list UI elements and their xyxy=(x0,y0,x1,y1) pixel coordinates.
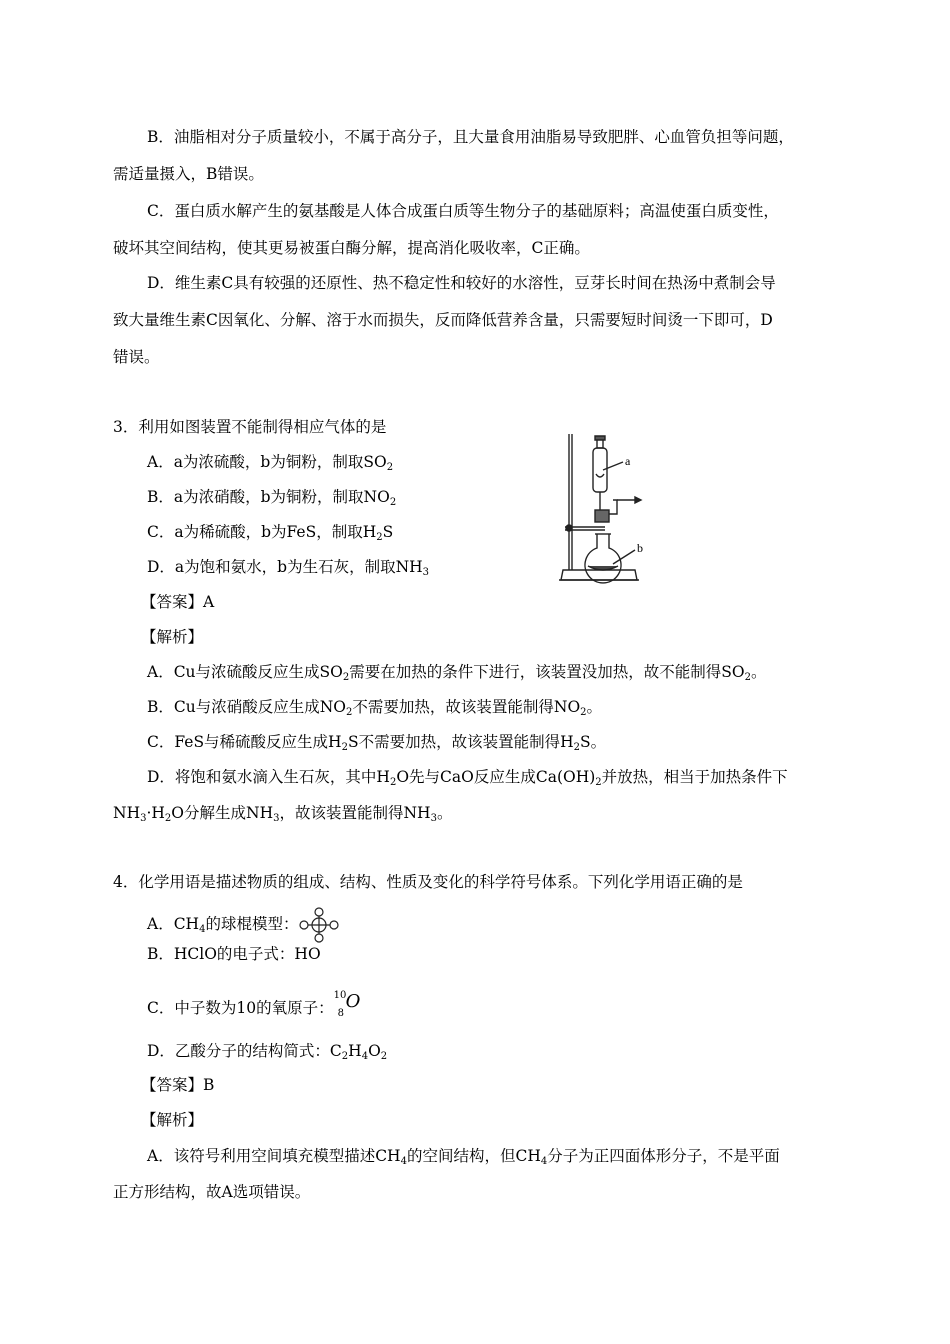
q4-answer: 【答案】B xyxy=(141,1076,215,1094)
q3-option-a: A．a为浓硫酸，b为铜粉，制取$SO_2$ xyxy=(147,453,394,473)
q4-explanation-a-line2: 正方形结构，故A选项错误。 xyxy=(113,1183,311,1201)
q3-explanation-d-line2: $NH_3\cdot H_2O$分解生成$NH_3$，故该装置能制得$NH_3$。 xyxy=(113,804,453,824)
label-b: b xyxy=(637,541,643,555)
q3-stem: 3．利用如图装置不能制得相应气体的是 xyxy=(113,418,387,436)
q3-answer: 【答案】A xyxy=(141,593,215,611)
q3-option-c: C．a为稀硫酸，b为FeS，制取$H_2S$ xyxy=(147,523,394,543)
gas-generation-apparatus-diagram xyxy=(555,430,665,588)
q3-option-d: D．a为饱和氨水，b为生石灰，制取$NH_3$ xyxy=(147,558,430,578)
ball-and-stick-model-icon xyxy=(298,907,340,943)
q3-explanation-b: B．Cu与浓硝酸反应生成$NO_2$不需要加热，故该装置能制得$NO_2$。 xyxy=(147,698,603,718)
q4-stem: 4．化学用语是描述物质的组成、结构、性质及变化的科学符号体系。下列化学用语正确的是 xyxy=(113,873,743,891)
explanation-d-line2: 致大量维生素C因氧化、分解、溶于水而损失，反而降低营养含量，只需要短时间烫一下即可，D xyxy=(113,311,773,329)
q3-option-b: B．a为浓硝酸，b为铜粉，制取$NO_2$ xyxy=(147,488,397,508)
label-a: a xyxy=(625,454,631,468)
q3-explanation-c: C．FeS与稀硫酸反应生成$H_2S$不需要加热，故该装置能制得$H_2S$。 xyxy=(147,733,607,753)
explanation-c-line1: C．蛋白质水解产生的氨基酸是人体合成蛋白质等生物分子的基础原料；高温使蛋白质变性， xyxy=(147,202,779,220)
explanation-d-line1: D．维生素C具有较强的还原性、热不稳定性和较好的水溶性，豆芽长时间在热汤中煮制会导 xyxy=(147,274,776,292)
explanation-b-line2: 需适量摄入，B错误。 xyxy=(113,165,264,183)
q4-analysis-label: 【解析】 xyxy=(141,1111,204,1129)
q4-option-c: C．中子数为10的氧原子： 10 8 O xyxy=(147,991,366,1021)
q4-option-a: A．$CH_4$的球棍模型： xyxy=(147,907,340,943)
q4-option-b: B．HClO的电子式：HO xyxy=(147,945,321,963)
q3-analysis-label: 【解析】 xyxy=(141,628,204,646)
q3-explanation-d-line1: D．将饱和氨水滴入生石灰，其中$H_2O$先与CaO反应生成$Ca(OH)_2$并放热，相当于加热条件下 xyxy=(147,768,788,788)
q4-option-d: D．乙酸分子的结构简式：$C_2H_4O_2$ xyxy=(147,1042,388,1062)
explanation-b-line1: B．油脂相对分子质量较小，不属于高分子，且大量食用油脂易导致肥胖、心血管负担等问题， xyxy=(147,128,794,146)
explanation-d-line3: 错误。 xyxy=(113,348,160,366)
explanation-c-line2: 破坏其空间结构，使其更易被蛋白酶分解，提高消化吸收率，C正确。 xyxy=(113,239,590,257)
oxygen-nuclide-symbol: 10 8 O xyxy=(333,990,361,1019)
q4-explanation-a-line1: A．该符号利用空间填充模型描述$CH_4$的空间结构，但$CH_4$分子为正四面体形分子，不是平面 xyxy=(147,1147,780,1167)
q3-explanation-a: A．Cu与浓硫酸反应生成$SO_2$需要在加热的条件下进行，该装置没加热，故不能制得$SO_2$。 xyxy=(147,663,767,683)
